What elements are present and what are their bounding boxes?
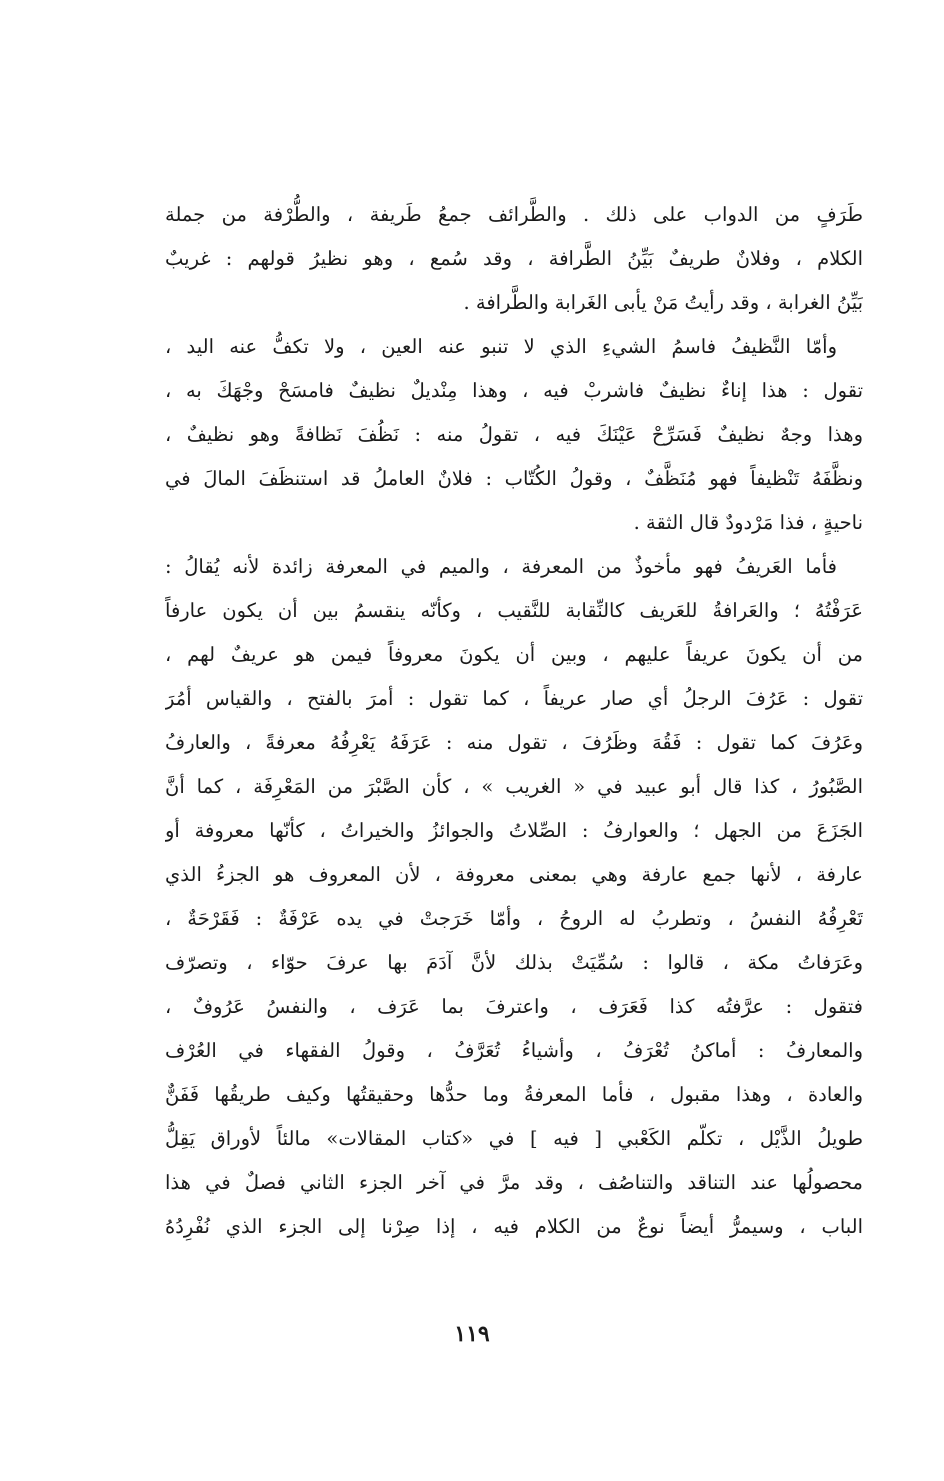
text-line: تقول : عَرُفَ الرجلُ أي صار عريفاً ، كما تقول : أمرَ بالفتح ، والقياس أمُرَ (165, 687, 863, 710)
text-line: تَعْرِفُهُ النفسُ ، وتطربُ له الروحُ ، وأمّا خَرَجتْ في يده عَرْفَةٌ : فَقَرْحَةٌ ، (165, 907, 863, 930)
page-number: ١١٩ (454, 1321, 490, 1347)
text-line: وعَرُفَ كما تقول : فَقُهَ وظَرُفَ ، تقول منه : عَرَفَهُ يَعْرِفُهُ معرفةً ، والعارفُ (165, 731, 863, 754)
text-line: والمعارفُ : أماكنُ تُعْرَفُ ، وأشياءُ تُعَرَّفُ ، وقولُ الفقهاء في العُرْف (165, 1039, 863, 1062)
text-line: بَيِّنُ الغرابة ، وقد رأيتُ مَنْ يأبى الغَرابة والطَّرافة . (463, 291, 863, 314)
text-line: الكلام ، وفلانٌ طريفٌ بَيِّنُ الطَّرافة ، وقد سُمع ، وهو نظيرُ قولهم : غريبٌ (165, 247, 863, 270)
text-line: طَرَفٍ من الدواب على ذلك . والطَّرائف جمعُ طَريفة ، والطُّرْفة من جملة (165, 203, 863, 226)
text-line: وهذا وجهٌ نظيفٌ فَسَرِّحْ عَيْنَكَ فيه ، تقولُ منه : نَظُفَ نَظافةً وهو نظيفٌ ، (165, 423, 863, 446)
text-line: ونظَّفَهُ تَنْظيفاً فهو مُنَظَّفٌ ، وقولُ الكُتّاب : فلانٌ العاملُ قد استنظَفَ المالَ في (165, 467, 863, 490)
text-line: الباب ، وسيمرُّ أيضاً نوعٌ من الكلام فيه ، إذا صِرْنا إلى الجزء الذي نُفْرِدُهُ (165, 1215, 863, 1238)
text-line: محصولُها عند التناقد والتناصُف ، وقد مرَّ في آخر الجزء الثاني فصلٌ في هذا (165, 1171, 863, 1194)
text-line: من أن يكونَ عريفاً عليهم ، وبين أن يكونَ معروفاً فيمن هو عريفٌ لهم ، (165, 643, 863, 666)
text-line: ناحيةٍ ، فذا مَرْدودٌ قال الثقة . (633, 511, 863, 534)
text-line: الصَّبُورُ ، كذا قال أبو عبيد في « الغريب » ، كأن الصَّبْرَ من المَعْرِفَة ، كما أنَّ (165, 775, 863, 798)
text-line: عَرَفْتُهُ ؛ والعَرافةُ للعَريف كالنِّقابة للنَّقيب ، وكأنّه ينقسمُ بين أن يكون عارفاً (165, 599, 863, 622)
paragraph-start-line: فأما العَريفُ فهو مأخوذٌ من المعرفة ، والميم في المعرفة زائدة لأنه يُقالُ : (165, 555, 837, 578)
text-line: فتقول : عرَّفتُه كذا فَعَرَف ، واعترفَ بما عَرَف ، والنفسُ عَرُوفٌ ، (165, 995, 863, 1018)
text-line: عارفة ، لأنها جمع عارفة وهي بمعنى معروفة ، لأن المعروف هو الجزءُ الذي (165, 863, 863, 886)
text-line: الجَزَعَ من الجهل ؛ والعوارفُ : الصِّلاتُ والجوائزُ والخيراتُ ، كأنّها معروفة أو (165, 819, 863, 842)
text-line: وعَرَفاتُ مكة ، قالوا : سُمِّيَتْ بذلك لأنَّ آدَمَ بها عرفَ حوّاء ، وتصرّف (165, 951, 863, 974)
text-line: والعادة ، وهذا مقبول ، فأما المعرفةُ وما حدُّها وحقيقتُها وكيف طريقُها فَفَنٌّ (165, 1083, 863, 1106)
paragraph-start-line: وأمّا النَّظيفُ فاسمُ الشيءِ الذي لا تنبو عنه العين ، ولا تكفُّ عنه اليد ، (165, 335, 837, 358)
text-line: تقول : هذا إناءٌ نظيفٌ فاشربْ فيه ، وهذا مِنْديلٌ نظيفٌ فامسَحْ وجْهَكَ به ، (165, 379, 863, 402)
text-line: طويلُ الذَّيْل ، تكلّم الكَعْبي [ فيه ] في «كتاب المقالات» مالئاً لأوراق يَقِلُّ (165, 1127, 863, 1150)
body-text (165, 193, 863, 1249)
